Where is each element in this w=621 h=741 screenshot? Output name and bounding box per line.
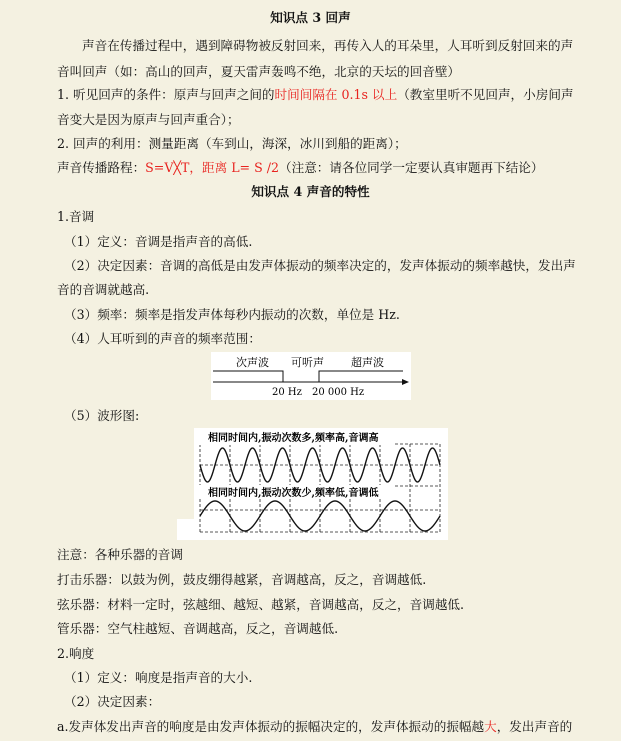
loudness-factor-label: （2）决定因素： (64, 694, 161, 709)
loudness-factor-a-highlight: 大 (484, 719, 497, 734)
instrument-note: 注意：各种乐器的音调 (57, 547, 183, 562)
echo-use: 2. 回声的利用：测量距离（车到山，海深，冰川到船的距离）； (57, 136, 407, 151)
pitch-factor-line-1: （2）决定因素：音调的高低是由发声体振动的频率决定的，发声体振动的频率越快，发出声 (64, 258, 576, 273)
loudness-heading: 2.响度 (57, 646, 95, 661)
section-3-title: 知识点 3 回声 (270, 10, 351, 25)
echo-condition-line-2: 音变大是因为原声与回声重合）； (57, 112, 240, 127)
loudness-factor-a (57, 718, 581, 736)
loudness-factor-a-text: a.发声体发出声音的响度是由发声体振动的振幅决定的，发声体振动的振幅越 (57, 719, 485, 734)
sound-path-note: （注意：请各位同学一定要认真审题再下结论） (279, 160, 544, 175)
section-4-title: 知识点 4 声音的特性 (251, 184, 370, 199)
loudness-definition: （1）定义：响度是指声音的大小. (64, 670, 253, 685)
tick-20000hz: 20 000 Hz (312, 387, 365, 398)
audible-label: 可听声 (291, 356, 324, 369)
loudness-factor-a-tail: ，发出声音的 (496, 719, 573, 734)
waveform-label: （5）波形图: (64, 408, 140, 423)
waveform-figure (194, 428, 448, 540)
sound-path-formula: S=V╳T，距离 L= S /2 (145, 160, 280, 175)
infrasound-bracket (213, 371, 283, 382)
sound-path-label: 声音传播路程： (57, 160, 146, 175)
echo-condition-text: 1. 听见回声的条件：原声与回声之间的 (57, 87, 275, 102)
high-frequency-label: 相同时间内,振动次数多,频率高,音调高 (208, 433, 379, 444)
pitch-definition: （1）定义：音调是指声音的高低. (64, 234, 253, 249)
sound-path-formula-line (57, 159, 581, 177)
string-instruments: 弦乐器：材料一定时，弦越细、越短、越紧，音调越高，反之，音调越低. (57, 597, 465, 612)
frequency-definition: （3）频率：频率是指发声体每秒内振动的次数，单位是 Hz. (64, 307, 400, 322)
axis-arrow-icon (402, 379, 409, 385)
frequency-range-figure (211, 352, 411, 400)
echo-condition-note: （教室里听不见回声，小房间声 (397, 87, 574, 102)
ultrasound-bracket (319, 371, 403, 382)
infrasound-label: 次声波 (236, 356, 269, 369)
echo-intro-line-2: 音叫回声（如：高山的回声，夏天雷声轰鸣不绝，北京的天坛的回音壁） (57, 64, 460, 79)
pitch-heading: 1.音调 (57, 209, 95, 224)
ultrasound-label: 超声波 (351, 356, 384, 369)
echo-condition-highlight: 时间间隔在 0.1s 以上 (274, 87, 398, 102)
percussion-instruments: 打击乐器：以鼓为例，鼓皮绷得越紧，音调越高，反之，音调越低. (57, 572, 427, 587)
hearing-range-label: （4）人耳听到的声音的频率范围： (64, 331, 261, 346)
low-frequency-label: 相同时间内,振动次数少,频率低,音调低 (208, 488, 379, 499)
echo-condition-line-1 (57, 86, 581, 104)
tick-20hz: 20 Hz (272, 387, 302, 398)
echo-intro-line-1: 声音在传播过程中，遇到障碍物被反射回来，再传入人的耳朵里，人耳听到反射回来的声 (82, 38, 574, 53)
wind-instruments: 管乐器：空气柱越短、音调越高，反之，音调越低. (57, 621, 339, 636)
pitch-factor-line-2: 音的音调就越高. (57, 282, 150, 297)
